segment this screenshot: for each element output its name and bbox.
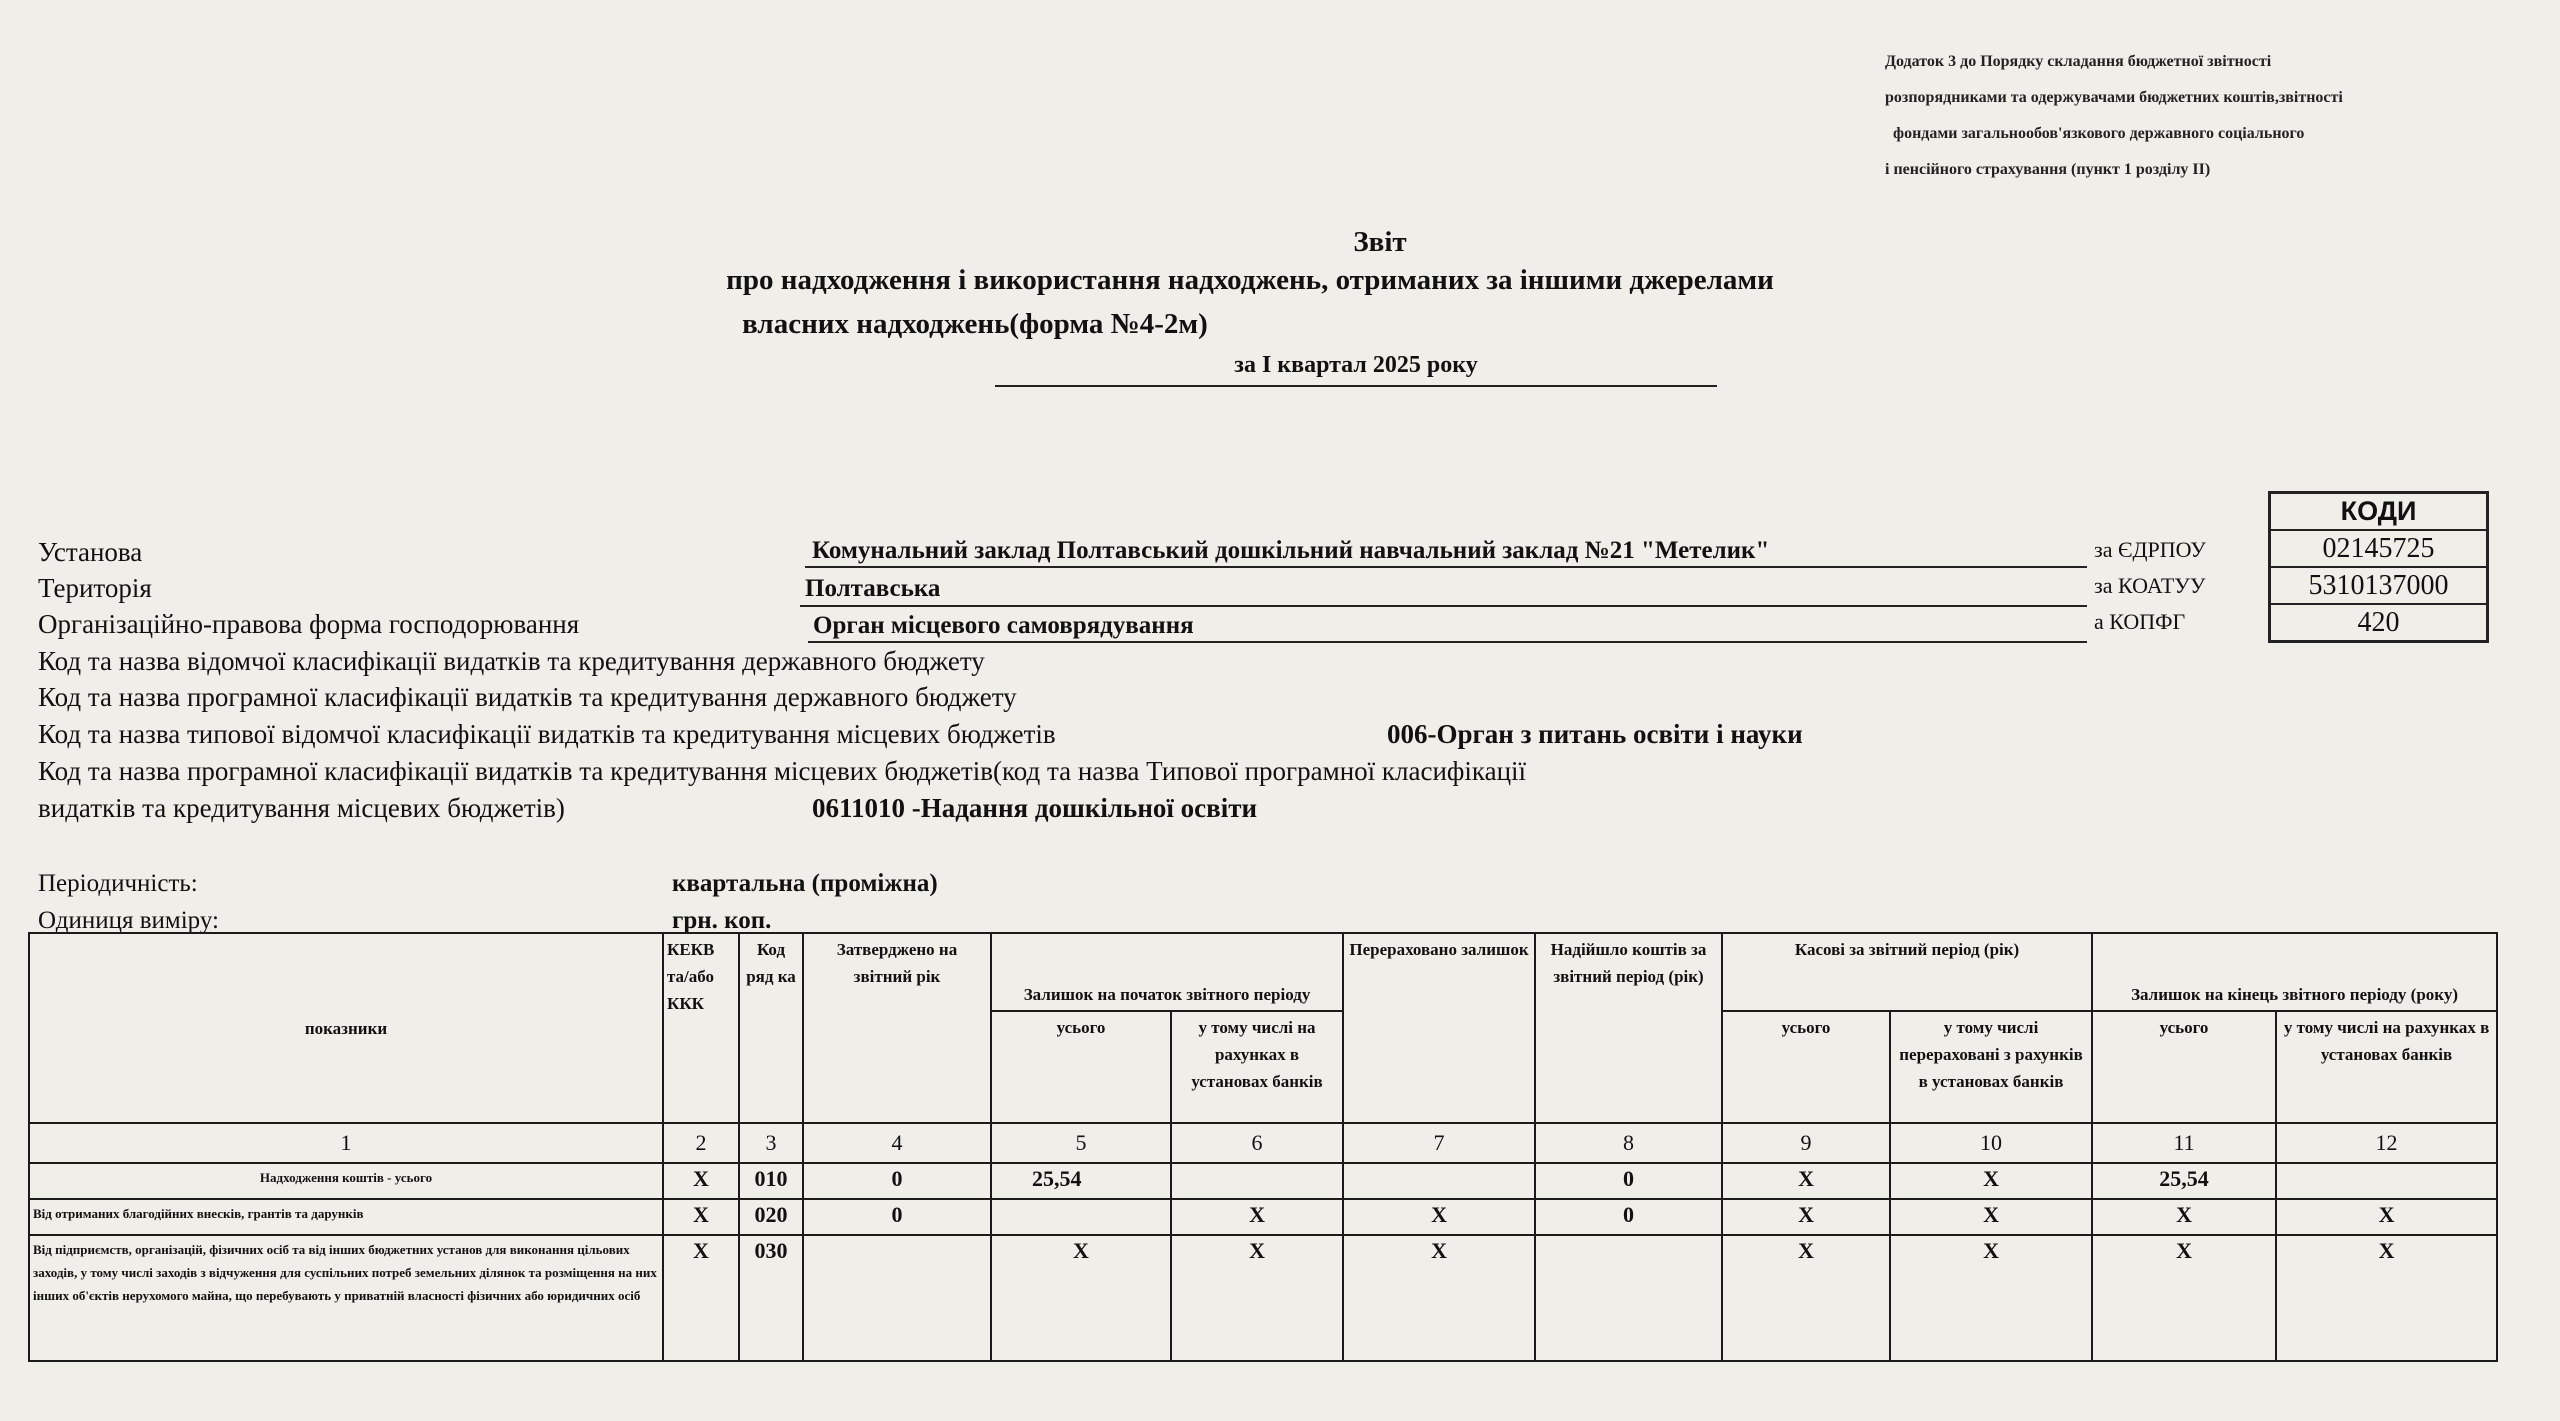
row-name: Від підприємств, організацій, фізичних осіб та від інших бюджетних установ для виконання цільових заходів, у тому числі заходів з відчуження для суспільних потреб земельних ділянок та розміщення на них інших об'єктів нерухомого майна, що перебувають у приватній власності фізичних або юридичних осіб	[29, 1235, 663, 1361]
table-cell: 0	[1535, 1199, 1722, 1235]
row-name: Надходження коштів - усього	[29, 1163, 663, 1199]
table-cell: X	[1171, 1235, 1343, 1361]
table-cell: X	[1343, 1199, 1535, 1235]
table-cell: 030	[739, 1235, 803, 1361]
header-closing-banks: у тому числі на рахунках в установах банків	[2276, 1011, 2497, 1123]
table-cell: X	[1722, 1163, 1890, 1199]
unit-value: грн. коп.	[672, 907, 772, 934]
column-number: 9	[1722, 1123, 1890, 1163]
report-subtitle-2: власних надходжень(форма №4-2м)	[742, 308, 1208, 340]
table-cell	[1171, 1163, 1343, 1199]
addendum-line: і пенсійного страхування (пункт 1 розділу ІІ)	[1885, 161, 2211, 178]
org-form-label: Організаційно-правова форма господорювання	[38, 609, 580, 639]
institution-value: Комунальний заклад Полтавський дошкільний навчальний заклад №21 "Метелик"	[812, 537, 1770, 564]
prog-class-label: Код та назва програмної класифікації видатків та кредитування державного бюджету	[38, 682, 1017, 712]
header-code: Код ряд ка	[739, 933, 803, 1123]
column-number: 12	[2276, 1123, 2497, 1163]
header-cash-transferred: у тому числі перераховані з рахунків в установах банків	[1890, 1011, 2092, 1123]
table-cell: X	[1722, 1235, 1890, 1361]
table-cell: X	[1890, 1199, 2092, 1235]
typical-dept-value: 006-Орган з питань освіти і науки	[1387, 719, 1803, 749]
table-cell: 0	[803, 1199, 991, 1235]
addendum-line: розпорядниками та одержувачами бюджетних коштів,звітності	[1885, 89, 2343, 106]
table-cell: 0	[803, 1163, 991, 1199]
column-number: 11	[2092, 1123, 2276, 1163]
header-closing: Залишок на кінець звітного періоду (року)	[2092, 933, 2497, 1011]
code-edrpou: 02145725	[2271, 531, 2486, 568]
periodicity-value: квартальна (проміжна)	[672, 870, 938, 897]
header-received: Надійшло коштів за звітний період (рік)	[1535, 933, 1722, 1123]
header-indicators: показники	[29, 933, 663, 1123]
column-number: 3	[739, 1123, 803, 1163]
header-opening-total: усього	[991, 1011, 1171, 1123]
unit-label: Одиниця виміру:	[38, 907, 219, 934]
edrpou-label: за ЄДРПОУ	[2094, 537, 2206, 562]
territory-label: Територія	[38, 573, 152, 603]
table-row	[29, 1235, 2497, 1361]
column-number: 6	[1171, 1123, 1343, 1163]
table-cell: X	[1171, 1199, 1343, 1235]
column-number: 1	[29, 1123, 663, 1163]
table-cell: X	[663, 1235, 739, 1361]
addendum-note	[1885, 44, 2343, 188]
code-kopfg: 420	[2357, 607, 2400, 638]
typical-dept-label: Код та назва типової відомчої класифікації видатків та кредитування місцевих бюджетів	[38, 719, 1056, 749]
table-cell: 020	[739, 1199, 803, 1235]
header-approved: Затверджено на звітний рік	[803, 933, 991, 1123]
column-number: 4	[803, 1123, 991, 1163]
column-number: 5	[991, 1123, 1171, 1163]
org-form-value: Орган місцевого самоврядування	[813, 612, 1194, 639]
table-cell: X	[991, 1235, 1171, 1361]
column-number: 2	[663, 1123, 739, 1163]
addendum-line: фондами загальнообов'язкового державного соціального	[1893, 125, 2305, 142]
addendum-line: Додаток 3 до Порядку складання бюджетної звітності	[1885, 53, 2272, 70]
table-cell: X	[1343, 1235, 1535, 1361]
code-koatuu: 5310137000	[2271, 568, 2486, 605]
header-row-1	[29, 933, 2497, 1011]
codes-box	[2268, 491, 2489, 643]
table-cell	[803, 1235, 991, 1361]
table-row	[29, 1163, 2497, 1199]
header-opening: Залишок на початок звітного періоду	[991, 933, 1343, 1011]
table-cell	[991, 1199, 1171, 1235]
table-cell	[2276, 1163, 2497, 1199]
table-cell: 25,54	[2092, 1163, 2276, 1199]
table-cell: X	[2276, 1199, 2497, 1235]
codes-header: КОДИ	[2271, 494, 2486, 531]
koatuu-label: за КОАТУУ	[2094, 573, 2206, 598]
territory-value: Полтавська	[805, 575, 941, 602]
table-cell: 0	[1535, 1163, 1722, 1199]
local-prog-label: Код та назва програмної класифікації видатків та кредитування місцевих бюджетів(код та назва Типової програмної класифікації	[38, 756, 1527, 786]
header-closing-total: усього	[2092, 1011, 2276, 1123]
header-cash: Касові за звітний період (рік)	[1722, 933, 2092, 1011]
table-cell: X	[2092, 1235, 2276, 1361]
column-number: 7	[1343, 1123, 1535, 1163]
column-number: 10	[1890, 1123, 2092, 1163]
report-subtitle: про надходження і використання надходжень, отриманих за іншими джерелами	[726, 264, 1774, 296]
report-period: за I квартал 2025 року	[995, 352, 1717, 387]
table-cell: X	[2092, 1199, 2276, 1235]
local-prog-label-2: видатків та кредитування місцевих бюджетів)	[38, 793, 565, 823]
table-cell: X	[1722, 1199, 1890, 1235]
table-cell: X	[2276, 1235, 2497, 1361]
table-cell: X	[1890, 1163, 2092, 1199]
table-cell	[1535, 1235, 1722, 1361]
org-form-underline	[808, 641, 2087, 643]
header-kekv: КЕКВ та/або ККК	[663, 933, 739, 1123]
table-row	[29, 1199, 2497, 1235]
row-name: Від отриманих благодійних внесків, грантів та дарунків	[29, 1199, 663, 1235]
table-cell: X	[663, 1163, 739, 1199]
territory-underline	[800, 605, 2087, 607]
report-title: Звіт	[1353, 226, 1407, 258]
table-cell: X	[663, 1199, 739, 1235]
table-cell: 25,54	[991, 1163, 1171, 1199]
periodicity-label: Періодичність:	[38, 870, 198, 897]
column-number-row	[29, 1123, 2497, 1163]
local-prog-value: 0611010 -Надання дошкільної освіти	[812, 793, 1258, 823]
kopfg-label: а КОПФГ	[2094, 609, 2186, 634]
header-cash-total: усього	[1722, 1011, 1890, 1123]
institution-label: Установа	[38, 537, 143, 567]
table-cell: 010	[739, 1163, 803, 1199]
report-table	[28, 932, 2498, 1362]
institution-underline	[805, 566, 2087, 568]
column-number: 8	[1535, 1123, 1722, 1163]
table-cell: X	[1890, 1235, 2092, 1361]
dept-class-label: Код та назва відомчої класифікації видатків та кредитування державного бюджету	[38, 646, 985, 676]
header-opening-banks: у тому числі на рахунках в установах банків	[1171, 1011, 1343, 1123]
header-transferred: Перераховано залишок	[1343, 933, 1535, 1123]
table-cell	[1343, 1163, 1535, 1199]
